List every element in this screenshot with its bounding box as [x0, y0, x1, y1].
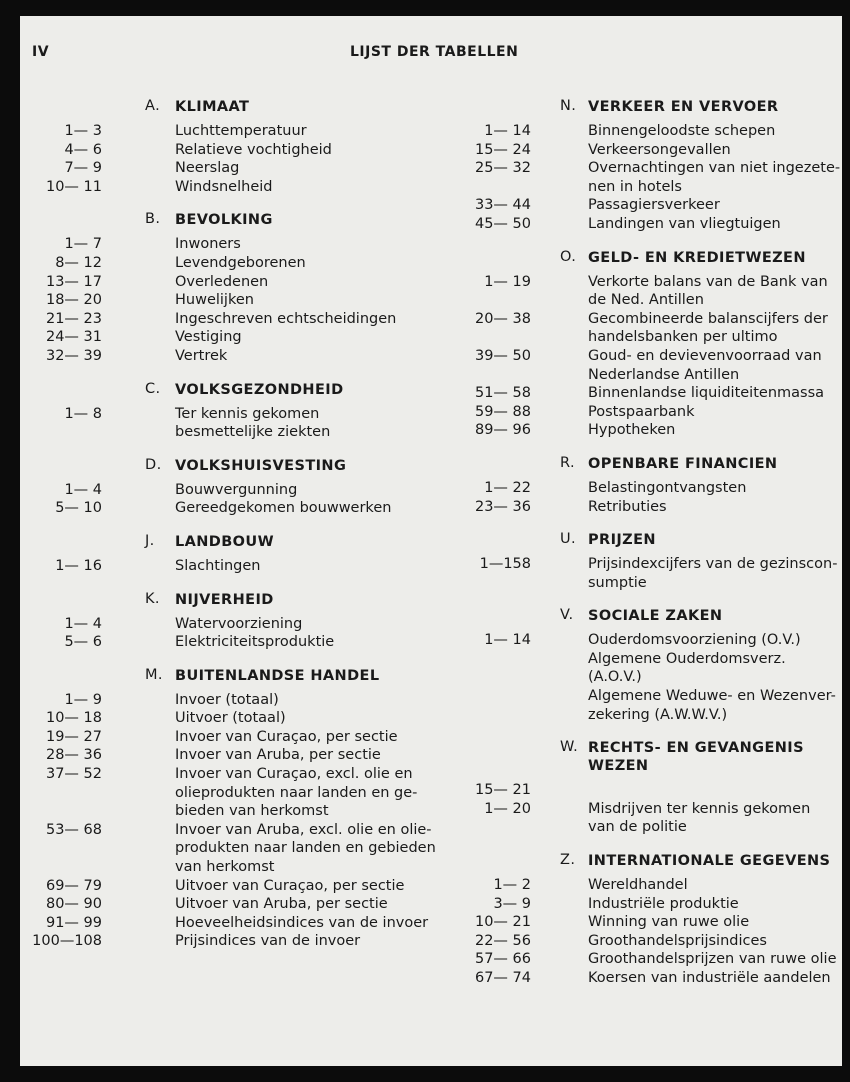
- table-entry: [474, 159, 841, 196]
- table-entry: [20, 821, 460, 877]
- table-description: [175, 932, 460, 951]
- page-number: IV: [32, 44, 50, 60]
- table-entry: [20, 691, 460, 710]
- table-entry: [484, 479, 838, 498]
- table-description: [175, 273, 460, 292]
- description-line: Neerslag: [175, 160, 240, 177]
- table-description: [588, 781, 838, 800]
- section-title-line: VOLKSGEZONDHEID: [175, 381, 344, 398]
- description-line: Hypotheken: [588, 422, 676, 439]
- section-heading: [548, 96, 838, 122]
- table-range: 10— 21: [474, 914, 531, 931]
- description-line: besmettelijke ziekten: [175, 424, 331, 441]
- description-line: van herkomst: [175, 859, 275, 876]
- section-title-line: WEZEN: [588, 758, 649, 775]
- toc-section: [20, 209, 460, 365]
- section-title: [588, 607, 722, 625]
- document-page: [20, 16, 842, 1066]
- description-line: Wereldhandel: [588, 877, 688, 894]
- section-title: [588, 531, 656, 549]
- table-entry: [20, 235, 460, 254]
- table-description: [175, 159, 460, 178]
- description-line: Algemene Ouderdomsverz.: [588, 650, 786, 667]
- table-entry: [474, 421, 838, 440]
- description-line: Gereedgekomen bouwwerken: [175, 500, 392, 517]
- table-entry: [20, 254, 460, 273]
- description-line: Invoer van Aruba, per sectie: [175, 747, 381, 764]
- table-entry: [20, 728, 460, 747]
- description-line: Landingen van vliegtuigen: [588, 215, 781, 232]
- table-entry: [20, 914, 460, 933]
- description-line: Invoer van Curaçao, excl. olie en: [175, 766, 413, 783]
- table-range: 13— 17: [45, 273, 102, 290]
- section-title: [175, 457, 346, 475]
- table-description: [175, 821, 460, 877]
- description-line: Huwelijken: [175, 292, 254, 309]
- section-letter: D.: [145, 456, 162, 473]
- section-letter: C.: [145, 380, 161, 397]
- table-range: 1— 20: [484, 800, 531, 817]
- description-line: Uitvoer van Curaçao, per sectie: [175, 877, 405, 894]
- toc-section: [20, 455, 460, 518]
- section-title-line: INTERNATIONALE GEGEVENS: [588, 853, 831, 870]
- table-range: 1— 14: [484, 123, 531, 139]
- table-range: 22— 56: [474, 932, 531, 949]
- table-range: 15— 24: [474, 141, 531, 158]
- table-description: [175, 141, 460, 160]
- table-description: [588, 969, 838, 988]
- table-range: 8— 12: [55, 254, 102, 271]
- description-line: Prijsindexcijfers van de gezinscon-: [588, 556, 838, 573]
- table-description: [588, 310, 838, 347]
- description-line: Ter kennis gekomen: [175, 405, 320, 422]
- section-letter: Z.: [560, 852, 576, 869]
- section-letter: A.: [145, 98, 161, 114]
- description-line: van de politie: [588, 819, 687, 836]
- left-column: [20, 96, 460, 964]
- description-line: bieden van herkomst: [175, 803, 329, 820]
- table-entry: [474, 196, 838, 215]
- table-range: 10— 18: [45, 710, 102, 727]
- section-letter: N.: [560, 98, 577, 114]
- description-line: de Ned. Antillen: [588, 292, 704, 309]
- description-line: Belastingontvangsten: [588, 479, 747, 496]
- description-line: zekering (A.W.W.V.): [588, 706, 728, 723]
- table-description: [175, 557, 460, 576]
- section-heading: [20, 665, 460, 691]
- section-title-line: PRIJZEN: [588, 532, 656, 549]
- description-line: Invoer (totaal): [175, 691, 279, 708]
- section-title-line: SOCIALE ZAKEN: [588, 608, 723, 625]
- description-line: Vertrek: [175, 347, 228, 364]
- page-title: LIJST DER TABELLEN: [350, 44, 519, 60]
- table-range: 100—108: [32, 933, 102, 950]
- table-range: 1— 3: [64, 123, 102, 139]
- table-range: 24— 31: [45, 329, 102, 346]
- table-description: [175, 728, 460, 747]
- table-range: 15— 21: [474, 782, 531, 799]
- table-range: 91— 99: [45, 914, 102, 931]
- toc-section: [479, 529, 838, 592]
- table-description: [588, 141, 838, 160]
- table-range: 1— 2: [493, 877, 531, 894]
- description-line: nen in hotels: [588, 178, 682, 195]
- table-description: [588, 895, 838, 914]
- table-entry: [20, 765, 460, 821]
- section-letter: B.: [145, 211, 161, 228]
- table-description: [588, 800, 838, 837]
- table-range: 19— 27: [45, 728, 102, 745]
- table-range: 37— 52: [45, 766, 102, 783]
- table-range: 57— 66: [474, 951, 531, 968]
- table-entry: [20, 347, 460, 366]
- table-entry: [20, 746, 460, 765]
- table-description: [588, 196, 838, 215]
- table-entry: [493, 876, 838, 895]
- toc-section: [474, 850, 838, 988]
- description-line: Bouwvergunning: [175, 481, 298, 498]
- section-title-line: LANDBOUW: [175, 533, 274, 550]
- section-letter: M.: [145, 666, 163, 683]
- description-line: Gecombineerde balanscijfers der: [588, 310, 828, 327]
- description-line: olieprodukten naar landen en ge-: [175, 784, 418, 801]
- description-line: produkten naar landen en gebieden: [175, 840, 436, 857]
- table-description: [588, 421, 838, 440]
- section-title: [175, 381, 344, 399]
- description-line: Binnengeloodste schepen: [588, 123, 776, 139]
- description-line: Invoer van Curaçao, per sectie: [175, 728, 398, 745]
- section-title: [588, 98, 779, 116]
- section-letter: R.: [560, 454, 575, 471]
- toc-section: [20, 665, 460, 951]
- table-description: [175, 310, 460, 329]
- section-heading: [20, 589, 460, 615]
- section-title-line: VERKEER EN VERVOER: [588, 99, 779, 115]
- section-letter: O.: [560, 248, 577, 265]
- table-entry: [20, 557, 460, 576]
- section-letter: K.: [145, 590, 160, 607]
- description-line: Ingeschreven echtscheidingen: [175, 310, 397, 327]
- table-range: 28— 36: [45, 747, 102, 764]
- table-range: 89— 96: [474, 422, 531, 439]
- section-heading: [20, 379, 460, 405]
- table-range: 5— 6: [64, 634, 102, 651]
- table-description: [175, 615, 460, 634]
- description-line: handelsbanken per ultimo: [588, 329, 778, 346]
- toc-section: [474, 96, 841, 234]
- description-line: Binnenlandse liquiditeitenmassa: [588, 385, 825, 402]
- description-line: Koersen van industriële aandelen: [588, 970, 831, 986]
- section-heading: [20, 209, 460, 235]
- table-description: [588, 876, 838, 895]
- description-line: Invoer van Aruba, excl. olie en olie-: [175, 821, 432, 838]
- table-description: [588, 403, 838, 422]
- description-line: Watervoorziening: [175, 615, 303, 632]
- table-entry: [20, 932, 460, 951]
- table-entry: [20, 709, 460, 728]
- toc-section: [20, 379, 460, 442]
- table-description: [588, 498, 838, 517]
- table-range: 3— 9: [493, 895, 531, 912]
- section-letter: J.: [145, 532, 155, 549]
- description-line: Misdrijven ter kennis gekomen: [588, 800, 811, 817]
- section-title: [588, 249, 806, 267]
- table-entry: [20, 122, 460, 141]
- table-description: [588, 159, 841, 196]
- table-description: [175, 633, 460, 652]
- table-description: [588, 215, 838, 234]
- section-title-line: RECHTS- EN GEVANGENIS: [588, 740, 804, 757]
- table-entry: [20, 159, 460, 178]
- section-letter: V.: [560, 607, 574, 624]
- table-entry: [20, 141, 460, 160]
- section-title: [175, 591, 274, 609]
- section-heading: [548, 737, 838, 781]
- section-heading: [20, 455, 460, 481]
- table-range: 23— 36: [474, 498, 531, 515]
- table-entry: [474, 969, 838, 988]
- table-range: 1— 4: [64, 481, 102, 498]
- description-line: Ouderdomsvoorziening (O.V.): [588, 632, 801, 649]
- description-line: Groothandelsprijsindices: [588, 932, 767, 949]
- section-title: [175, 98, 249, 116]
- table-description: [588, 347, 838, 384]
- section-title-line: KLIMAAT: [175, 99, 250, 115]
- table-range: 45— 50: [474, 215, 531, 232]
- toc-section: [484, 605, 838, 724]
- section-title: [175, 211, 273, 229]
- table-entry: [474, 384, 838, 403]
- section-heading: [548, 605, 838, 631]
- description-line: Levendgeborenen: [175, 254, 306, 271]
- toc-section: [20, 589, 460, 652]
- table-range: 1— 9: [64, 691, 102, 708]
- table-entry: [474, 950, 838, 969]
- table-description: [175, 291, 460, 310]
- table-description: [175, 178, 460, 197]
- table-range: 10— 11: [45, 178, 102, 195]
- table-description: [175, 765, 460, 821]
- table-entry: [474, 141, 838, 160]
- description-line: sumptie: [588, 574, 647, 591]
- description-line: Slachtingen: [175, 557, 261, 574]
- table-description: [175, 405, 460, 442]
- table-entry: [20, 405, 460, 442]
- table-range: 39— 50: [474, 347, 531, 364]
- table-description: [175, 746, 460, 765]
- table-range: 21— 23: [45, 310, 102, 327]
- section-title-line: BEVOLKING: [175, 212, 273, 229]
- toc-section: [474, 247, 838, 440]
- table-description: [175, 481, 460, 500]
- description-line: Verkeersongevallen: [588, 141, 731, 158]
- description-line: Industriële produktie: [588, 895, 739, 912]
- section-title-line: GELD- EN KREDIETWEZEN: [588, 249, 806, 266]
- table-description: [175, 691, 460, 710]
- section-heading: [548, 850, 838, 876]
- table-range: 1— 4: [64, 615, 102, 632]
- table-entry: [484, 122, 838, 141]
- table-entry: [20, 615, 460, 634]
- section-title: [175, 667, 379, 685]
- description-line: Algemene Weduwe- en Wezenver-: [588, 688, 836, 705]
- toc-section: [20, 531, 460, 576]
- table-description: [588, 273, 838, 310]
- section-title-line: OPENBARE FINANCIEN: [588, 455, 778, 472]
- table-entry: [20, 291, 460, 310]
- table-description: [588, 950, 838, 969]
- table-range: 1— 19: [484, 273, 531, 290]
- section-heading: [548, 453, 838, 479]
- table-description: [175, 914, 460, 933]
- description-line: Uitvoer van Aruba, per sectie: [175, 896, 388, 913]
- table-range: 80— 90: [45, 896, 102, 913]
- description-line: Relatieve vochtigheid: [175, 141, 332, 158]
- description-line: Winning van ruwe olie: [588, 914, 750, 931]
- section-title: [588, 739, 804, 775]
- description-line: Verkorte balans van de Bank van: [588, 273, 828, 290]
- table-description: [175, 328, 460, 347]
- table-entry: [20, 178, 460, 197]
- table-range: 1— 7: [64, 236, 102, 253]
- table-entry: [474, 932, 838, 951]
- table-entry: [484, 800, 838, 837]
- table-range: 20— 38: [474, 310, 531, 327]
- table-range: 69— 79: [45, 877, 102, 894]
- table-range: 4— 6: [64, 141, 102, 158]
- table-description: [588, 913, 838, 932]
- table-entry: [20, 310, 460, 329]
- table-entry: [493, 895, 838, 914]
- table-range: 1— 16: [55, 557, 102, 574]
- table-entry: [474, 347, 838, 384]
- description-line: Overnachtingen van niet ingezete-: [588, 160, 841, 177]
- table-entry: [484, 631, 838, 724]
- table-description: [588, 932, 838, 951]
- description-line: Windsnelheid: [175, 178, 273, 195]
- table-description: [175, 895, 460, 914]
- table-description: [588, 555, 838, 592]
- description-line: (A.O.V.): [588, 669, 642, 686]
- section-title: [588, 852, 830, 870]
- table-range: 53— 68: [45, 821, 102, 838]
- table-description: [588, 384, 838, 403]
- table-description: [588, 122, 838, 141]
- toc-section: [20, 96, 460, 196]
- table-entry: [474, 215, 838, 234]
- table-range: 67— 74: [474, 970, 531, 986]
- description-line: Retributies: [588, 498, 667, 515]
- table-entry: [20, 481, 460, 500]
- table-entry: [474, 403, 838, 422]
- table-description: [175, 877, 460, 896]
- table-description: [175, 254, 460, 273]
- table-entry: [474, 781, 838, 800]
- table-entry: [484, 273, 838, 310]
- table-description: [588, 631, 838, 724]
- table-entry: [20, 328, 460, 347]
- description-line: Nederlandse Antillen: [588, 366, 740, 383]
- table-description: [588, 479, 838, 498]
- table-description: [175, 347, 460, 366]
- description-line: Postspaarbank: [588, 403, 695, 420]
- table-range: 51— 58: [474, 385, 531, 402]
- table-range: 1— 14: [484, 632, 531, 649]
- section-title-line: BUITENLANDSE HANDEL: [175, 667, 380, 684]
- table-range: 33— 44: [474, 197, 531, 214]
- section-heading: [548, 247, 838, 273]
- table-description: [175, 499, 460, 518]
- description-line: Overledenen: [175, 273, 269, 290]
- section-title-line: VOLKSHUISVESTING: [175, 457, 347, 474]
- toc-section: [474, 737, 838, 837]
- table-entry: [20, 633, 460, 652]
- description-line: Groothandelsprijzen van ruwe olie: [588, 951, 837, 968]
- table-description: [175, 235, 460, 254]
- description-line: Passagiersverkeer: [588, 197, 720, 214]
- table-range: 25— 32: [474, 160, 531, 177]
- description-line: Inwoners: [175, 236, 241, 253]
- section-title: [175, 533, 274, 551]
- table-range: 59— 88: [474, 403, 531, 420]
- table-entry: [20, 877, 460, 896]
- description-line: Vestiging: [175, 329, 242, 346]
- table-range: 18— 20: [45, 292, 102, 309]
- description-line: Prijsindices van de invoer: [175, 933, 361, 950]
- description-line: Luchttemperatuur: [175, 123, 307, 139]
- table-entry: [474, 498, 838, 517]
- table-range: 1— 8: [64, 405, 102, 422]
- table-range: 7— 9: [64, 160, 102, 177]
- table-range: 1— 22: [484, 479, 531, 496]
- table-description: [175, 122, 460, 141]
- description-line: Uitvoer (totaal): [175, 710, 286, 727]
- toc-section: [474, 453, 838, 516]
- section-letter: W.: [560, 739, 579, 756]
- section-heading: [548, 529, 838, 555]
- section-title-line: NIJVERHEID: [175, 591, 274, 608]
- table-entry: [474, 310, 838, 347]
- table-entry: [20, 895, 460, 914]
- section-letter: U.: [560, 531, 577, 548]
- table-entry: [20, 273, 460, 292]
- right-column: [474, 96, 841, 1001]
- description-line: Goud- en devievenvoorraad van: [588, 347, 822, 364]
- table-entry: [479, 555, 838, 592]
- section-heading: [20, 531, 460, 557]
- table-description: [175, 709, 460, 728]
- table-range: 1—158: [479, 556, 531, 573]
- description-line: Elektriciteitsproduktie: [175, 634, 335, 651]
- table-range: 32— 39: [45, 347, 102, 364]
- table-entry: [20, 499, 460, 518]
- table-entry: [474, 913, 838, 932]
- section-heading: [20, 96, 460, 122]
- table-range: 5— 10: [55, 500, 102, 517]
- description-line: Hoeveelheidsindices van de invoer: [175, 914, 429, 931]
- section-title: [588, 455, 777, 473]
